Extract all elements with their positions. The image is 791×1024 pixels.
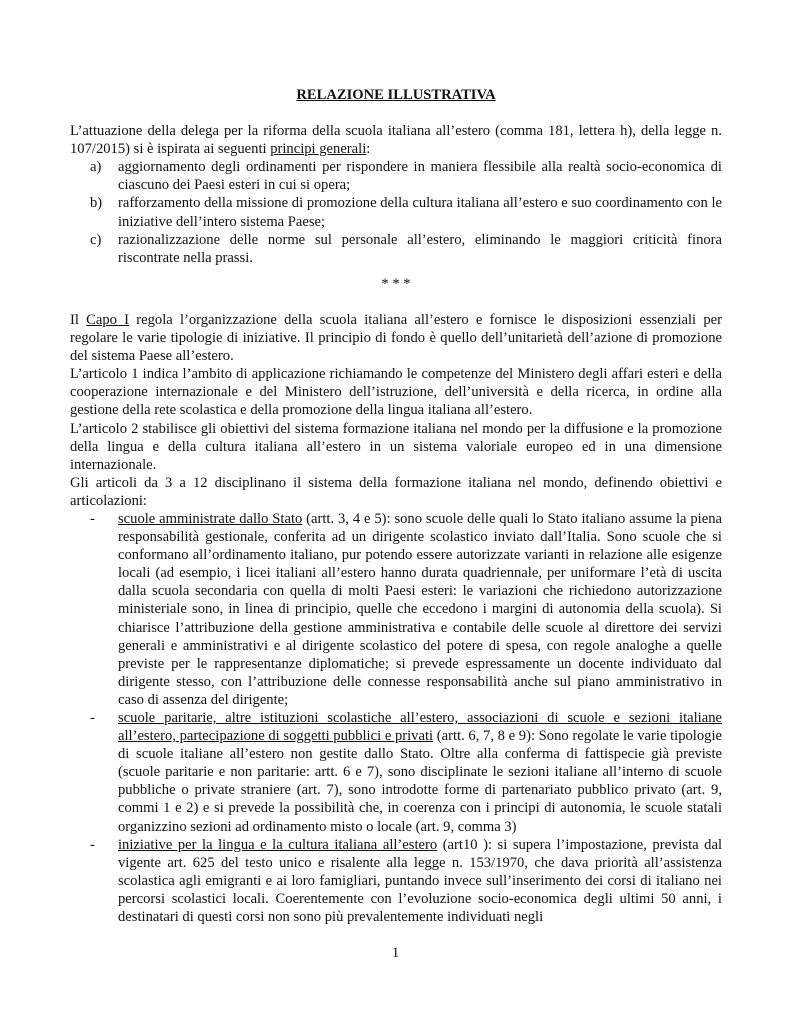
capo-paragraph	[70, 311, 722, 365]
article-2-paragraph: L’articolo 2 stabilisce gli obiettivi del sistema formazione italiana nel mondo per la diffusione e la promozione della lingua e della cultura italiana all’estero in un sistema valoriale europeo ed in una dimensione internazionale.	[70, 420, 722, 473]
capo-text: regola l’organizzazione della scuola italiana all’estero e fornisce le disposizioni essenziali per regolare le varie tipologie di iniziative. Il principio di fondo è quello dell’unitarietà dell’azione di promozione del sistema Paese all’estero.	[70, 311, 722, 365]
list-item-text: aggiornamento degli ordinamenti per rispondere in maniera flessibile alla realtà socio-economica di ciascuno dei Paesi esteri in cui si opera;	[118, 159, 722, 194]
list-item-text: (artt. 6, 7, 8 e 9): Sono regolate le varie tipologie di scuole italiane all’estero non gestite dallo Stato. Oltre alla conferma di fattispecie già previste (scuole paritarie e non paritarie: artt. 6 e 7), sono disciplinate le sezioni italiane all’interno di scuole pubbliche o private straniere (art. 7), sono introdotte forme di partenariato pubblico privato (art. 9, commi 1 e 2) e si prevede la possibilità che, in coerenza con i principi di autonomia, le scuole statali organizzino sezioni ad ordinamento misto o locale (art. 9, comma 3)	[118, 728, 722, 835]
list-item-heading: scuole amministrate dallo Stato	[118, 510, 303, 527]
list-item	[70, 836, 722, 926]
list-marker: -	[90, 710, 95, 726]
intro-paragraph	[70, 122, 722, 158]
list-marker: -	[90, 836, 95, 853]
list-item-heading: iniziative per la lingua e la cultura italiana all’estero	[118, 836, 438, 853]
principles-heading: principi generali	[270, 141, 367, 158]
section-separator: * * *	[381, 275, 411, 292]
capo-heading: Capo I	[86, 311, 130, 328]
list-item	[70, 709, 722, 836]
list-item	[70, 231, 722, 267]
document-title: RELAZIONE ILLUSTRATIVA	[296, 87, 496, 103]
list-item-text: rafforzamento della missione di promozione della cultura italiana all’estero e suo coordinamento con le iniziative dell’intero sistema Paese;	[118, 195, 722, 230]
page-number: 1	[391, 945, 400, 961]
article-1-paragraph: L’articolo 1 indica l’ambito di applicazione richiamando le competenze del Ministero degli affari esteri e della cooperazione internazionale e del Ministero dell’istruzione, dell’università e della ricerca, in ordine alla gestione della rete scolastica e della promozione della lingua italiana all’estero.	[70, 366, 722, 419]
list-marker: -	[90, 510, 95, 527]
intro-colon: :	[366, 141, 371, 158]
document-page	[70, 86, 722, 926]
list-marker: c)	[90, 231, 102, 248]
list-item	[70, 510, 722, 709]
capo-pre: Il	[70, 311, 87, 328]
list-item-text: (art10 ): si supera l’impostazione, prevista dal vigente art. 625 del testo unico e risalente alla legge n. 153/1970, che dava priorità all’assistenza scolastica agli emigranti e ai loro famigliari, puntando invece sull’inserimento dei corsi di italiano nei percorsi scolastici locali. Coerentemente con l’evoluzione socio-economica degli ultimi 50 anni, i destinatari di questi corsi non sono più prevalentemente individuati negli	[118, 836, 722, 926]
list-marker: b)	[90, 195, 103, 212]
articles-list	[70, 510, 722, 926]
intro-text: L’attuazione della delega per la riforma della scuola italiana all’estero (comma 181, lettera h), della legge n. 107/2015) si è ispirata ai seguenti	[70, 123, 722, 158]
list-item-text: (artt. 3, 4 e 5): sono scuole delle quali lo Stato italiano assume la piena responsabilità gestionale, conferita ad un dirigente scolastico inviato dall’Italia. Sono scuole che si conformano all’ordinamento italiano, pur potendo essere autorizzate varianti in relazione alle esigenze locali (ad esempio, i licei italiani all’estero hanno durata quadriennale, per uniformare l’età di uscita dalla scuola secondaria con quella di molti Paesi esteri: le variazioni che richiedono autorizzazione ministeriale sono, in linea di principio, quelle che eccedono i margini di autonomia della scuola). Si chiarisce l’attribuzione della gestione amministrativa e contabile delle scuole al direttore dei servizi generali e amministrativi e al dirigente scolastico del potere di spesa, con regole analoghe a quelle previste per le rappresentanze diplomatiche; si prevede espressamente un docente individuato dal dirigente stesso, con l’attribuzione delle connesse responsabilità anche sul piano amministrativo in caso di assenza del dirigente;	[118, 510, 722, 708]
list-marker: a)	[90, 159, 102, 176]
articles-3-12-paragraph: Gli articoli da 3 a 12 disciplinano il sistema della formazione italiana nel mondo, definendo obiettivi e articolazioni:	[70, 474, 722, 509]
list-item-text: razionalizzazione delle norme sul personale all’estero, eliminando le maggiori criticità finora riscontrate nella prassi.	[118, 231, 722, 266]
list-item	[70, 158, 722, 194]
list-item	[70, 194, 722, 230]
list-item-heading: scuole paritarie, altre istituzioni scolastiche all’estero, associazioni di scuole e sezioni italiane all’estero, partecipazione di soggetti pubblici e privati	[118, 710, 722, 745]
principles-list	[70, 158, 722, 267]
